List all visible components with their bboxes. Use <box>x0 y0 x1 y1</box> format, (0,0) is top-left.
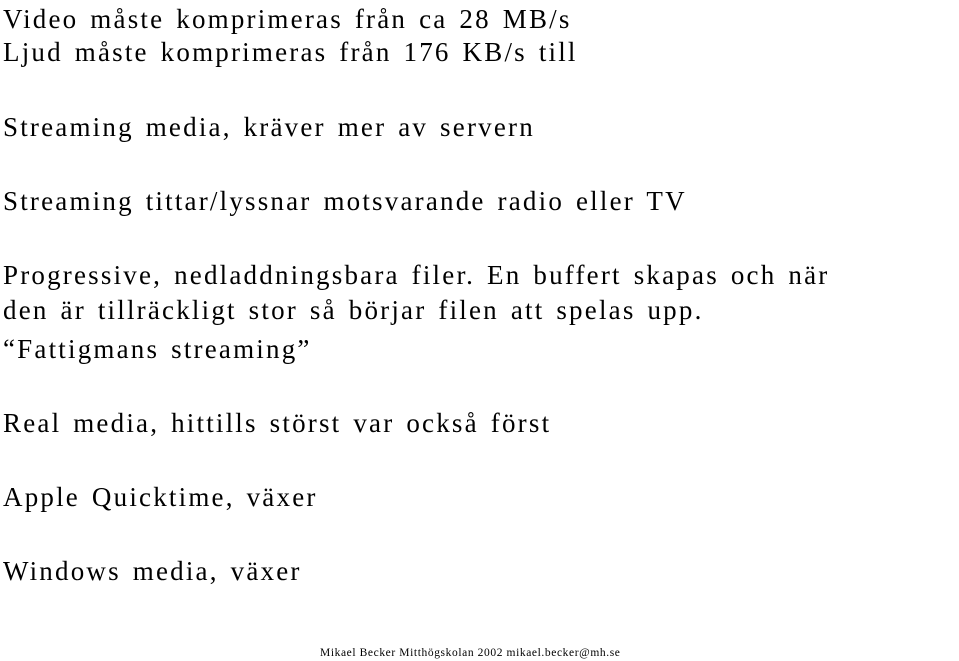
text-line-real-media: Real media, hittills störst var också först <box>3 408 552 438</box>
text-line-windows-media: Windows media, växer <box>3 556 302 586</box>
text-line-progressive: Progressive, nedladdningsbara filer. En buffert skapas och när <box>3 260 830 290</box>
text-line-streaming-media: Streaming media, kräver mer av servern <box>3 112 535 142</box>
footer-credit: Mikael Becker Mitthögskolan 2002 mikael.becker@mh.se <box>320 647 621 659</box>
text-line-video: Video måste komprimeras från ca 28 MB/s <box>3 4 572 34</box>
text-line-fattigmans: “Fattigmans streaming” <box>3 334 312 364</box>
text-line-progressive-cont: den är tillräckligt stor så börjar filen att spelas upp. <box>3 295 704 325</box>
text-line-quicktime: Apple Quicktime, växer <box>3 482 318 512</box>
text-line-streaming-radio: Streaming tittar/lyssnar motsvarande radio eller TV <box>3 186 687 216</box>
text-line-audio: Ljud måste komprimeras från 176 KB/s till <box>3 37 578 67</box>
